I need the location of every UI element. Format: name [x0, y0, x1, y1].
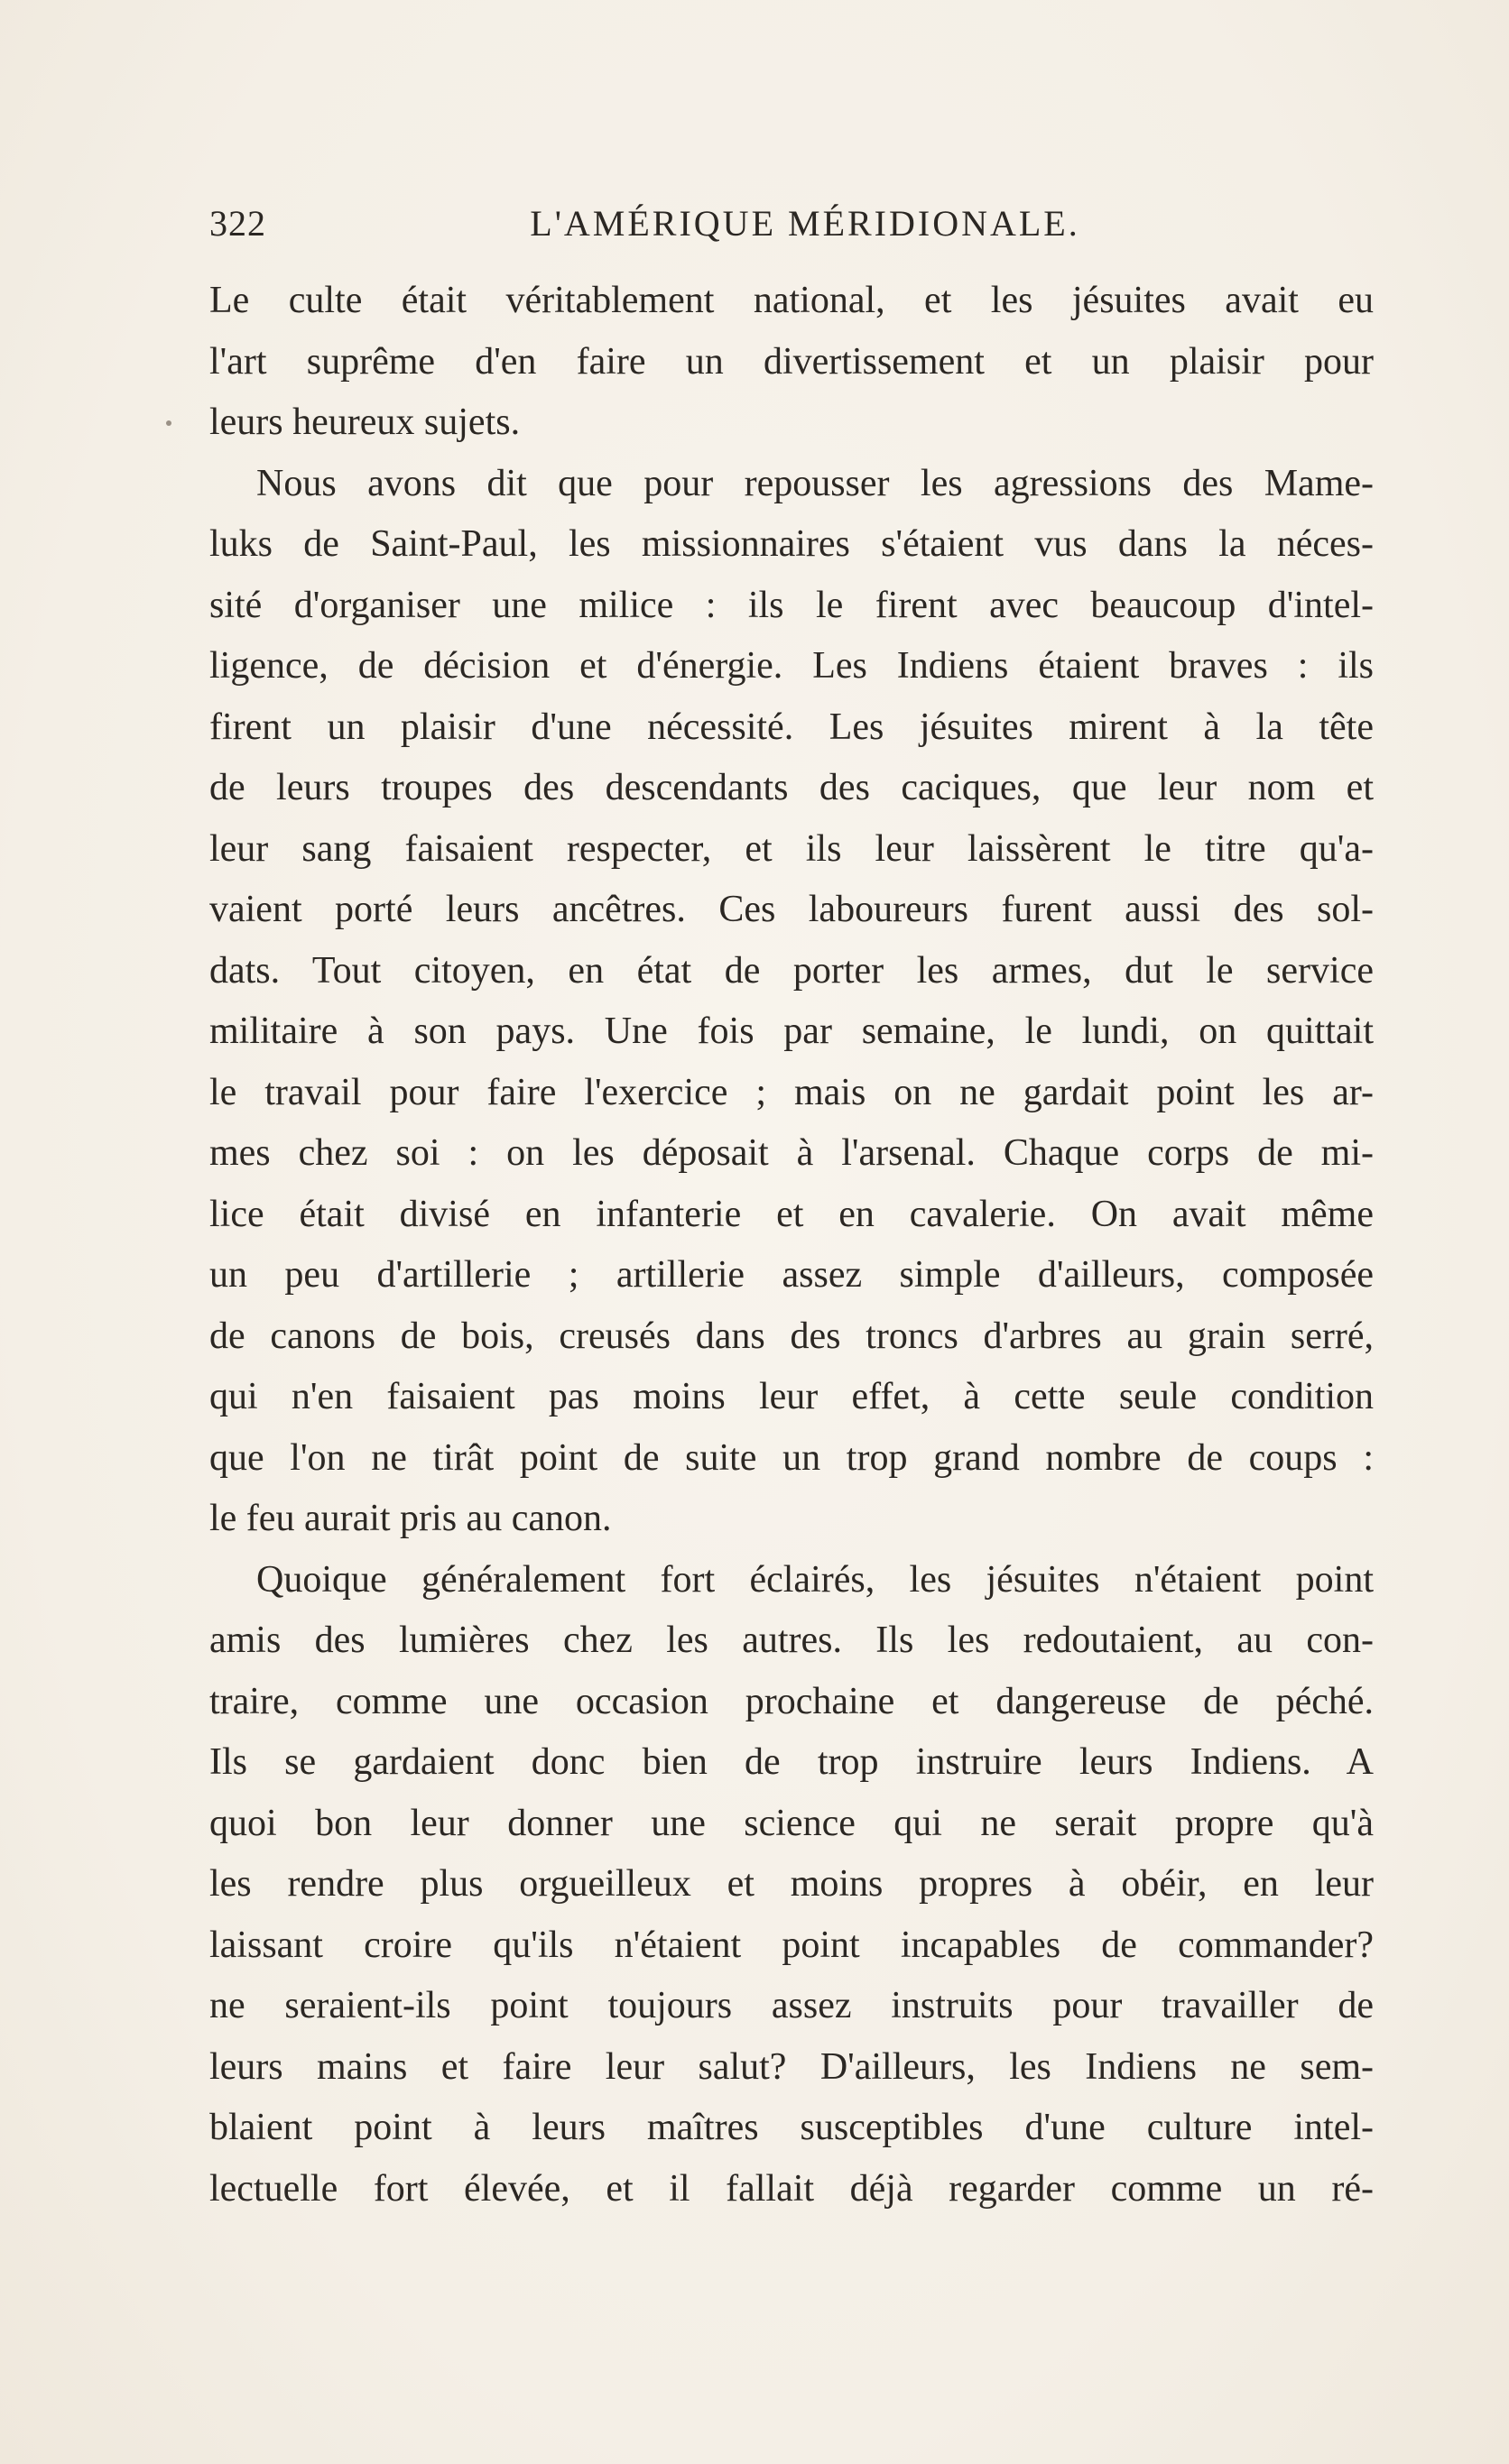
- text-line: dats. Tout citoyen, en état de porter les armes, dut le service: [209, 949, 1374, 992]
- text-line: lectuelle fort élevée, et il fallait déjà regarder comme un ré-: [209, 2167, 1374, 2210]
- text-line: leur sang faisaient respecter, et ils leur laissèrent le titre qu'a-: [209, 827, 1374, 870]
- page-number: 322: [209, 203, 266, 244]
- text-line: firent un plaisir d'une nécessité. Les jésuites mirent à la tête: [209, 706, 1374, 748]
- text-line: vaient porté leurs ancêtres. Ces laboureurs furent aussi des sol-: [209, 889, 1374, 930]
- text-line: amis des lumières chez les autres. Ils les redoutaient, au con-: [209, 1620, 1374, 1661]
- text-line: Quoique généralement fort éclairés, les jésuites n'étaient point: [256, 1558, 1374, 1601]
- text-line: l'art suprême d'en faire un divertissement et un plaisir pour: [209, 340, 1374, 383]
- body-text: [209, 271, 1374, 2219]
- text-line: traire, comme une occasion prochaine et dangereuse de péché.: [209, 1680, 1374, 1722]
- text-line: de leurs troupes des descendants des caciques, que leur nom et: [209, 767, 1374, 808]
- margin-mark: [166, 420, 171, 426]
- text-line: Nous avons dit que pour repousser les agressions des Mame-: [256, 462, 1374, 504]
- text-line: de canons de bois, creusés dans des troncs d'arbres au grain serré,: [209, 1315, 1374, 1357]
- text-line: un peu d'artillerie ; artillerie assez simple d'ailleurs, composée: [209, 1254, 1374, 1296]
- text-line: luks de Saint-Paul, les missionnaires s'étaient vus dans la néces-: [209, 523, 1374, 565]
- text-line: lice était divisé en infanterie et en cavalerie. On avait même: [209, 1193, 1374, 1235]
- text-line: les rendre plus orgueilleux et moins propres à obéir, en leur: [209, 1863, 1374, 1905]
- text-line: le feu aurait pris au canon.: [209, 1498, 612, 1539]
- text-line: Le culte était véritablement national, et les jésuites avait eu: [209, 280, 1374, 321]
- text-line: qui n'en faisaient pas moins leur effet, à cette seule condition: [209, 1376, 1374, 1417]
- text-line: que l'on ne tirât point de suite un trop grand nombre de coups :: [209, 1436, 1374, 1479]
- text-line: militaire à son pays. Une fois par semaine, le lundi, on quittait: [209, 1011, 1374, 1052]
- text-line: blaient point à leurs maîtres susceptibles d'une culture intel-: [209, 2107, 1374, 2148]
- text-line: sité d'organiser une milice : ils le firent avec beaucoup d'intel-: [209, 584, 1374, 626]
- text-line: quoi bon leur donner une science qui ne serait propre qu'à: [209, 1802, 1374, 1844]
- text-line: le travail pour faire l'exercice ; mais on ne gardait point les ar-: [209, 1071, 1374, 1113]
- running-title: L'AMÉRIQUE MÉRIDIONALE.: [530, 203, 1080, 244]
- text-line: laissant croire qu'ils n'étaient point incapables de commander?: [209, 1924, 1374, 1966]
- text-line: ligence, de décision et d'énergie. Les Indiens étaient braves : ils: [209, 645, 1374, 687]
- text-line: Ils se gardaient donc bien de trop instruire leurs Indiens. A: [209, 1741, 1374, 1783]
- text-line: ne seraient-ils point toujours assez instruits pour travailler de: [209, 1985, 1374, 2026]
- text-line: leurs mains et faire leur salut? D'ailleurs, les Indiens ne sem-: [209, 2045, 1374, 2088]
- text-line: leurs heureux sujets.: [209, 401, 521, 443]
- running-head: [209, 200, 1374, 247]
- text-line: mes chez soi : on les déposait à l'arsenal. Chaque corps de mi-: [209, 1132, 1374, 1174]
